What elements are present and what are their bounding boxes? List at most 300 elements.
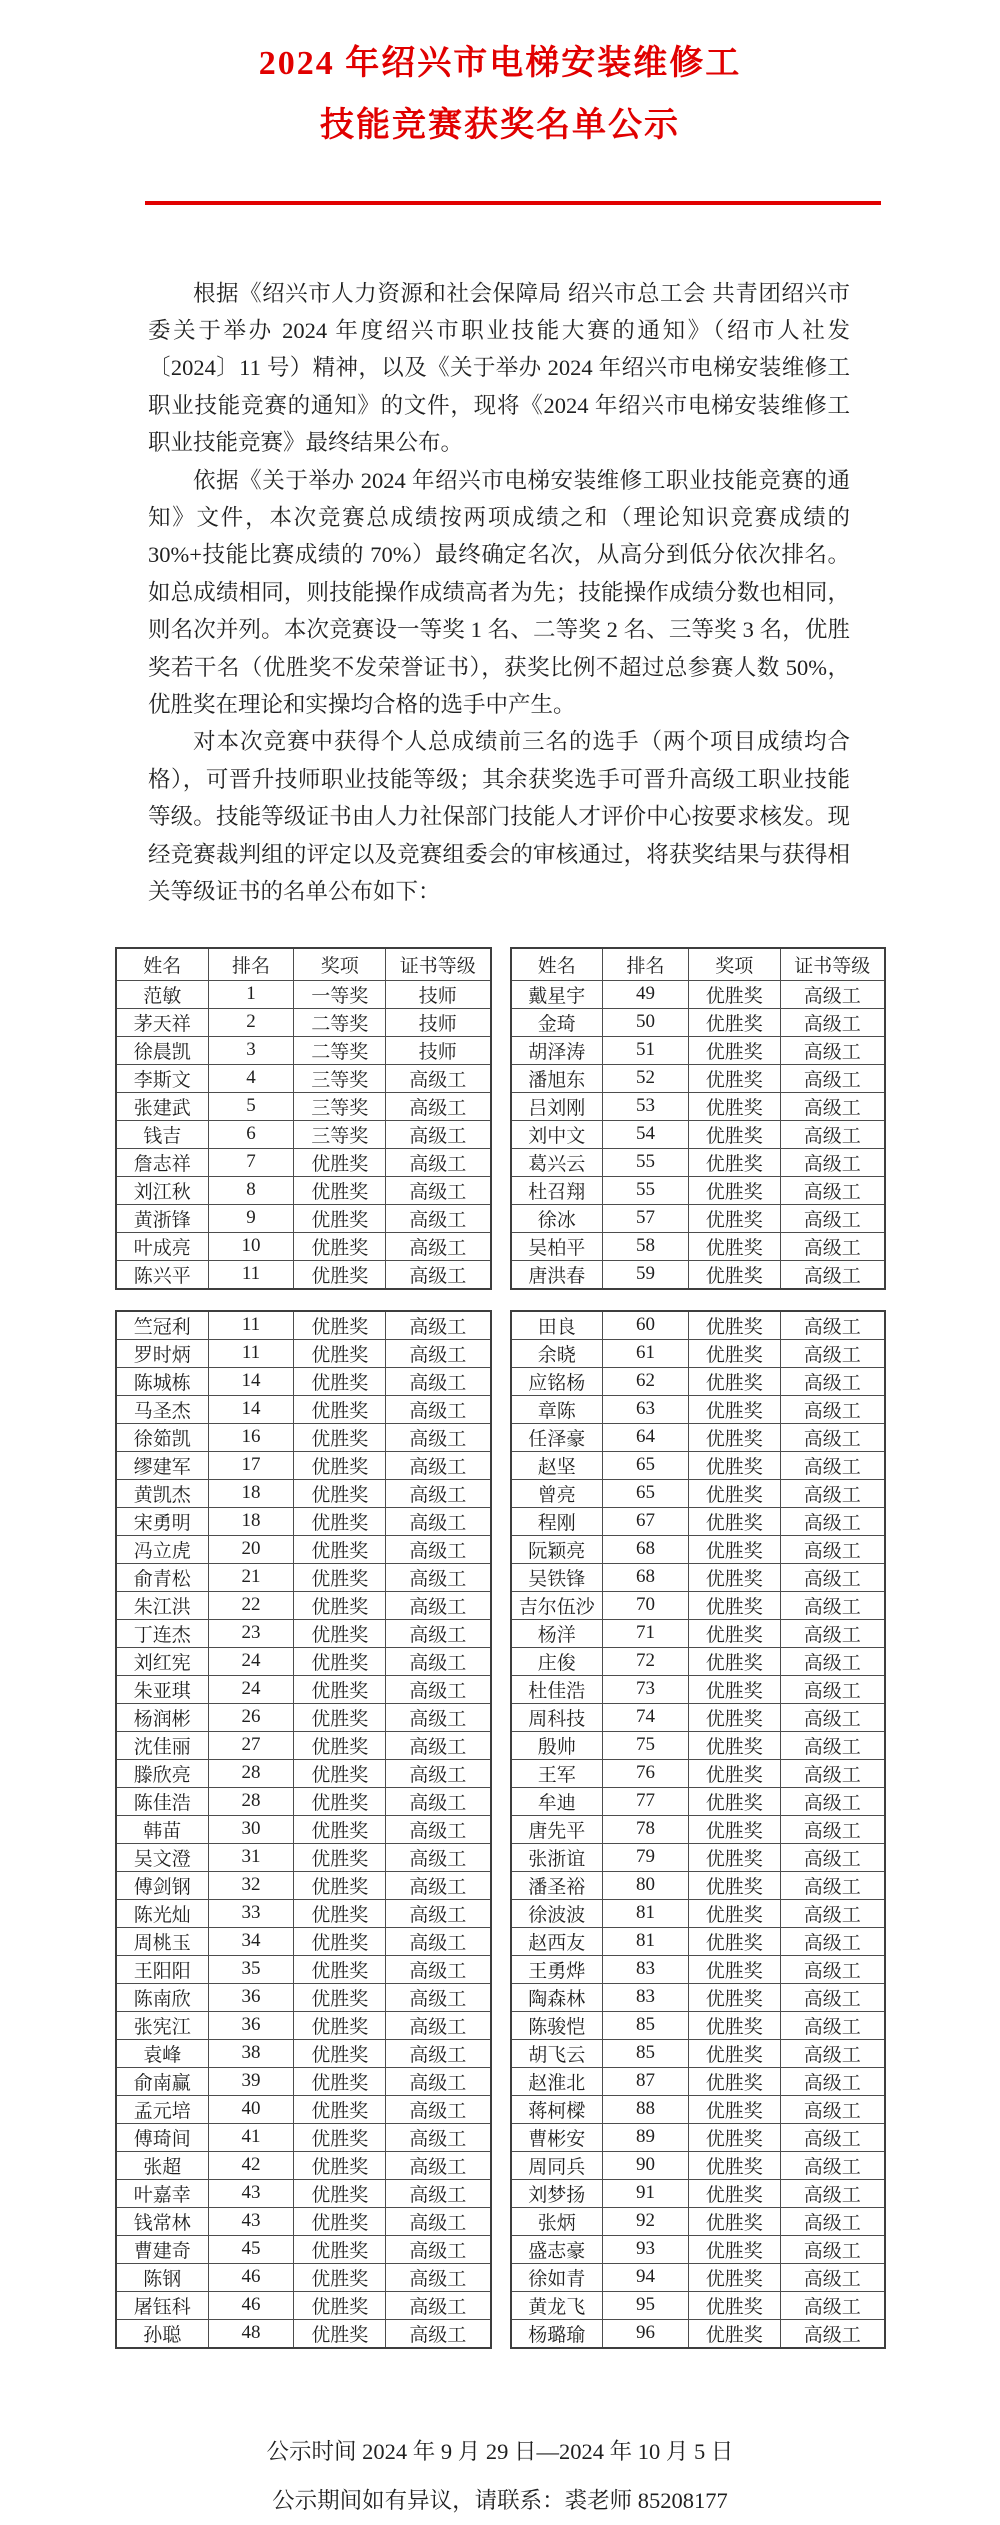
table-row [116, 1367, 491, 1395]
table-row [116, 1008, 491, 1036]
table-cell: 优胜奖 [688, 1148, 780, 1176]
table-cell: 优胜奖 [688, 2179, 780, 2207]
table-cell: 优胜奖 [688, 1927, 780, 1955]
table-cell: 胡泽涛 [511, 1036, 603, 1064]
table-cell: 优胜奖 [294, 1619, 386, 1647]
table-row [116, 1759, 491, 1787]
table-cell: 优胜奖 [294, 1843, 386, 1871]
table-cell: 沈佳丽 [116, 1731, 208, 1759]
table-cell: 79 [603, 1843, 689, 1871]
table-cell: 43 [208, 2179, 294, 2207]
table-cell: 11 [208, 1339, 294, 1367]
table-cell: 高级工 [386, 1787, 491, 1815]
table-cell: 优胜奖 [688, 2095, 780, 2123]
table-cell: 杜召翔 [511, 1176, 603, 1204]
table-cell: 高级工 [780, 1535, 885, 1563]
table-row [511, 1591, 886, 1619]
table-cell: 优胜奖 [688, 1367, 780, 1395]
table-row [116, 1064, 491, 1092]
table-cell: 钱吉 [116, 1120, 208, 1148]
table-cell: 优胜奖 [688, 2235, 780, 2263]
table-cell: 高级工 [780, 2095, 885, 2123]
table-cell: 刘江秋 [116, 1176, 208, 1204]
table-cell: 高级工 [780, 1479, 885, 1507]
table-cell: 优胜奖 [688, 1232, 780, 1260]
table-cell: 优胜奖 [294, 1731, 386, 1759]
table-row [116, 2039, 491, 2067]
table-row [116, 1815, 491, 1843]
table-cell: 优胜奖 [688, 1843, 780, 1871]
table-row [511, 1176, 886, 1204]
table-cell: 技师 [386, 1008, 491, 1036]
table-cell: 优胜奖 [688, 2291, 780, 2319]
table-cell: 陈佳浩 [116, 1787, 208, 1815]
table-cell: 83 [603, 1983, 689, 2011]
table-cell: 钱常林 [116, 2207, 208, 2235]
table-cell: 优胜奖 [688, 1619, 780, 1647]
table-row [511, 2123, 886, 2151]
table-cell: 高级工 [780, 1367, 885, 1395]
table-cell: 93 [603, 2235, 689, 2263]
table-cell: 高级工 [386, 1479, 491, 1507]
table-cell: 戴星宇 [511, 980, 603, 1008]
table-cell: 53 [603, 1092, 689, 1120]
table-cell: 高级工 [780, 1451, 885, 1479]
table-cell: 阮颖亮 [511, 1535, 603, 1563]
table-cell: 65 [603, 1451, 689, 1479]
table-cell: 优胜奖 [294, 2179, 386, 2207]
table-cell: 高级工 [780, 1759, 885, 1787]
table-cell: 94 [603, 2263, 689, 2291]
table-row [116, 1619, 491, 1647]
paragraph-certificates: 对本次竞赛中获得个人总成绩前三名的选手（两个项目成绩均合格），可晋升技师职业技能等级；其余获奖选手可晋升高级工职业技能等级。技能等级证书由人力社保部门技能人才评价中心按要求核发。现经竞赛裁判组的评定以及竞赛组委会的审核通过，将获奖结果与获得相关等级证书的名单公布如下： [148, 729, 850, 905]
table-row [511, 1064, 886, 1092]
table-cell: 优胜奖 [688, 1451, 780, 1479]
table-cell: 优胜奖 [294, 1204, 386, 1232]
table-cell: 优胜奖 [688, 1703, 780, 1731]
table-cell: 优胜奖 [294, 1675, 386, 1703]
footer [0, 2427, 1000, 2525]
table-cell: 6 [208, 1120, 294, 1148]
table-cell: 优胜奖 [688, 1339, 780, 1367]
table-row [116, 2011, 491, 2039]
table-cell: 程刚 [511, 1507, 603, 1535]
table-cell: 宋勇明 [116, 1507, 208, 1535]
table-cell: 吉尔伍沙 [511, 1591, 603, 1619]
table-cell: 一等奖 [294, 980, 386, 1008]
table-cell: 优胜奖 [294, 1703, 386, 1731]
table-cell: 滕欣亮 [116, 1759, 208, 1787]
table-cell: 庄俊 [511, 1647, 603, 1675]
table-cell: 高级工 [780, 2179, 885, 2207]
table-row [116, 1787, 491, 1815]
table-cell: 高级工 [780, 980, 885, 1008]
table-cell: 俞南赢 [116, 2067, 208, 2095]
table-cell: 高级工 [386, 1731, 491, 1759]
table-cell: 高级工 [386, 1647, 491, 1675]
table-cell: 高级工 [386, 2067, 491, 2095]
table-cell: 68 [603, 1563, 689, 1591]
table-cell: 优胜奖 [688, 1815, 780, 1843]
table-cell: 俞青松 [116, 1563, 208, 1591]
table-cell: 张超 [116, 2151, 208, 2179]
table-row [116, 1148, 491, 1176]
table-row [511, 1311, 886, 1340]
table-row [511, 1479, 886, 1507]
table-cell: 陈骏恺 [511, 2011, 603, 2039]
table-cell: 高级工 [780, 2263, 885, 2291]
table-cell: 优胜奖 [294, 2067, 386, 2095]
table-row [116, 1232, 491, 1260]
table-cell: 高级工 [386, 2179, 491, 2207]
table-cell: 张浙谊 [511, 1843, 603, 1871]
table-cell: 优胜奖 [294, 1507, 386, 1535]
table-cell: 62 [603, 1367, 689, 1395]
table-cell: 36 [208, 1983, 294, 2011]
table-cell: 优胜奖 [294, 1563, 386, 1591]
table-cell: 优胜奖 [688, 1983, 780, 2011]
column-header: 证书等级 [780, 948, 885, 981]
table-cell: 61 [603, 1339, 689, 1367]
table-cell: 优胜奖 [294, 1983, 386, 2011]
table-cell: 高级工 [386, 1675, 491, 1703]
table-row [511, 2179, 886, 2207]
table-cell: 杨洋 [511, 1619, 603, 1647]
table-cell: 孙聪 [116, 2319, 208, 2348]
table-cell: 41 [208, 2123, 294, 2151]
table-row [116, 2207, 491, 2235]
table-cell: 高级工 [386, 1703, 491, 1731]
table-row [511, 1535, 886, 1563]
table-cell: 高级工 [780, 2067, 885, 2095]
table-row [116, 1120, 491, 1148]
table-cell: 28 [208, 1787, 294, 1815]
table-cell: 优胜奖 [688, 1591, 780, 1619]
table-cell: 43 [208, 2207, 294, 2235]
table-row [511, 1759, 886, 1787]
table-cell: 黄浙锋 [116, 1204, 208, 1232]
table-cell: 高级工 [386, 1423, 491, 1451]
table-cell: 高级工 [386, 1339, 491, 1367]
table-cell: 刘梦扬 [511, 2179, 603, 2207]
results-table-right-bottom [510, 1310, 887, 2349]
red-divider [145, 201, 881, 205]
table-row [511, 2067, 886, 2095]
table-row [511, 1204, 886, 1232]
table-cell: 18 [208, 1507, 294, 1535]
table-row [511, 1507, 886, 1535]
table-cell: 余晓 [511, 1339, 603, 1367]
table-cell: 二等奖 [294, 1036, 386, 1064]
table-cell: 优胜奖 [688, 2151, 780, 2179]
table-cell: 优胜奖 [688, 1260, 780, 1289]
table-row [116, 2319, 491, 2348]
table-cell: 优胜奖 [294, 1899, 386, 1927]
table-row [116, 1451, 491, 1479]
table-row [511, 1339, 886, 1367]
table-cell: 优胜奖 [688, 1423, 780, 1451]
table-cell: 杜佳浩 [511, 1675, 603, 1703]
table-cell: 高级工 [780, 2207, 885, 2235]
table-cell: 优胜奖 [294, 1815, 386, 1843]
table-cell: 高级工 [386, 1983, 491, 2011]
table-cell: 高级工 [780, 1148, 885, 1176]
table-cell: 陈城栋 [116, 1367, 208, 1395]
table-cell: 优胜奖 [294, 2291, 386, 2319]
table-cell: 高级工 [780, 2123, 885, 2151]
table-cell: 吕刘刚 [511, 1092, 603, 1120]
table-cell: 14 [208, 1395, 294, 1423]
table-cell: 章陈 [511, 1395, 603, 1423]
table-cell: 高级工 [780, 1311, 885, 1340]
table-cell: 74 [603, 1703, 689, 1731]
table-cell: 40 [208, 2095, 294, 2123]
table-cell: 高级工 [780, 1647, 885, 1675]
footer-contact: 公示期间如有异议，请联系：裘老师 85208177 [272, 2487, 728, 2513]
table-cell: 优胜奖 [294, 1871, 386, 1899]
table-cell: 22 [208, 1591, 294, 1619]
table-cell: 罗时炳 [116, 1339, 208, 1367]
table-row [511, 1563, 886, 1591]
table-cell: 高级工 [780, 1899, 885, 1927]
table-cell: 优胜奖 [688, 1731, 780, 1759]
table-row [116, 980, 491, 1008]
table-cell: 优胜奖 [688, 1871, 780, 1899]
table-cell: 技师 [386, 1036, 491, 1064]
table-cell: 刘中文 [511, 1120, 603, 1148]
table-cell: 17 [208, 1451, 294, 1479]
table-cell: 优胜奖 [688, 1064, 780, 1092]
table-cell: 孟元培 [116, 2095, 208, 2123]
table-cell: 14 [208, 1367, 294, 1395]
table-cell: 优胜奖 [294, 1787, 386, 1815]
table-row [116, 1479, 491, 1507]
table-cell: 田良 [511, 1311, 603, 1340]
table-cell: 黄龙飞 [511, 2291, 603, 2319]
table-cell: 优胜奖 [688, 1955, 780, 1983]
table-row [116, 1395, 491, 1423]
table-cell: 高级工 [780, 1204, 885, 1232]
table-cell: 89 [603, 2123, 689, 2151]
table-row [116, 2235, 491, 2263]
table-row [511, 1703, 886, 1731]
table-cell: 王军 [511, 1759, 603, 1787]
table-row [116, 1563, 491, 1591]
table-cell: 高级工 [386, 1927, 491, 1955]
header-row [511, 948, 886, 981]
page-title-line1: 2024 年绍兴市电梯安装维修工 [258, 45, 742, 82]
table-cell: 张建武 [116, 1092, 208, 1120]
results-table-left-bottom [115, 1310, 492, 2349]
table-cell: 46 [208, 2291, 294, 2319]
table-cell: 11 [208, 1311, 294, 1340]
table-cell: 高级工 [780, 2151, 885, 2179]
table-cell: 优胜奖 [688, 1535, 780, 1563]
table-cell: 38 [208, 2039, 294, 2067]
table-row [511, 1899, 886, 1927]
table-cell: 优胜奖 [294, 1339, 386, 1367]
table-row [511, 2095, 886, 2123]
table-row [116, 1955, 491, 1983]
table-row [116, 2095, 491, 2123]
table-cell: 77 [603, 1787, 689, 1815]
table-cell: 三等奖 [294, 1064, 386, 1092]
table-row [511, 980, 886, 1008]
table-cell: 高级工 [386, 1260, 491, 1289]
table-row [116, 1843, 491, 1871]
table-cell: 91 [603, 2179, 689, 2207]
table-cell: 7 [208, 1148, 294, 1176]
table-cell: 陶森林 [511, 1983, 603, 2011]
table-row [511, 1120, 886, 1148]
table-cell: 20 [208, 1535, 294, 1563]
table-row [511, 1148, 886, 1176]
table-cell: 冯立虎 [116, 1535, 208, 1563]
table-cell: 李斯文 [116, 1064, 208, 1092]
table-cell: 83 [603, 1955, 689, 1983]
table-cell: 4 [208, 1064, 294, 1092]
table-cell: 优胜奖 [294, 2011, 386, 2039]
table-cell: 优胜奖 [688, 1204, 780, 1232]
table-cell: 盛志豪 [511, 2235, 603, 2263]
table-cell: 徐筎凯 [116, 1423, 208, 1451]
table-cell: 优胜奖 [688, 1563, 780, 1591]
table-cell: 高级工 [386, 1535, 491, 1563]
table-cell: 周桃玉 [116, 1927, 208, 1955]
table-cell: 唐先平 [511, 1815, 603, 1843]
column-header: 姓名 [116, 948, 208, 981]
table-cell: 优胜奖 [688, 2207, 780, 2235]
paragraph-basis: 根据《绍兴市人力资源和社会保障局 绍兴市总工会 共青团绍兴市委关于举办 2024 年度绍兴市职业技能大赛的通知》（绍市人社发〔2024〕11 号）精神，以及《关于举办 2024 年绍兴市电梯安装维修工职业技能竞赛的通知》的文件，现将《2024 年绍兴市电梯安装维修工职业技能竞赛》最终结果公布。 [148, 280, 850, 456]
table-cell: 吴文澄 [116, 1843, 208, 1871]
table-row [116, 1339, 491, 1367]
table-cell: 曾亮 [511, 1479, 603, 1507]
column-header: 奖项 [294, 948, 386, 981]
table-row [511, 1983, 886, 2011]
table-row [116, 1535, 491, 1563]
table-cell: 高级工 [780, 1008, 885, 1036]
table-cell: 高级工 [780, 1927, 885, 1955]
table-cell: 黄凯杰 [116, 1479, 208, 1507]
table-row [511, 1423, 886, 1451]
table-cell: 优胜奖 [294, 1535, 386, 1563]
table-cell: 高级工 [386, 2319, 491, 2348]
table-cell: 85 [603, 2011, 689, 2039]
table-cell: 39 [208, 2067, 294, 2095]
table-cell: 竺冠利 [116, 1311, 208, 1340]
table-cell: 杨润彬 [116, 1703, 208, 1731]
table-cell: 王勇烨 [511, 1955, 603, 1983]
table-cell: 58 [603, 1232, 689, 1260]
table-cell: 优胜奖 [688, 2067, 780, 2095]
table-cell: 任泽豪 [511, 1423, 603, 1451]
table-cell: 优胜奖 [688, 1899, 780, 1927]
table-cell: 优胜奖 [294, 1591, 386, 1619]
table-cell: 优胜奖 [294, 1367, 386, 1395]
table-cell: 5 [208, 1092, 294, 1120]
column-header: 排名 [603, 948, 689, 981]
table-cell: 81 [603, 1927, 689, 1955]
table-cell: 张宪江 [116, 2011, 208, 2039]
table-cell: 优胜奖 [688, 1092, 780, 1120]
table-row [116, 1731, 491, 1759]
table-cell: 73 [603, 1675, 689, 1703]
table-cell: 王阳阳 [116, 1955, 208, 1983]
table-cell: 詹志祥 [116, 1148, 208, 1176]
table-cell: 64 [603, 1423, 689, 1451]
table-cell: 技师 [386, 980, 491, 1008]
table-cell: 18 [208, 1479, 294, 1507]
table-cell: 优胜奖 [688, 1176, 780, 1204]
table-cell: 张炳 [511, 2207, 603, 2235]
table-cell: 陈兴平 [116, 1260, 208, 1289]
table-cell: 高级工 [386, 1120, 491, 1148]
table-cell: 优胜奖 [294, 2095, 386, 2123]
table-cell: 高级工 [386, 1899, 491, 1927]
table-cell: 高级工 [386, 2011, 491, 2039]
table-cell: 高级工 [386, 1507, 491, 1535]
table-cell: 徐如青 [511, 2263, 603, 2291]
table-cell: 高级工 [386, 2039, 491, 2067]
table-cell: 80 [603, 1871, 689, 1899]
table-row [511, 2039, 886, 2067]
table-cell: 30 [208, 1815, 294, 1843]
table-cell: 殷帅 [511, 1731, 603, 1759]
table-cell: 优胜奖 [294, 2123, 386, 2151]
table-cell: 茅天祥 [116, 1008, 208, 1036]
table-cell: 优胜奖 [688, 2011, 780, 2039]
table-cell: 高级工 [386, 1759, 491, 1787]
table-cell: 高级工 [386, 1843, 491, 1871]
table-cell: 高级工 [386, 1563, 491, 1591]
table-row [511, 1395, 886, 1423]
table-cell: 26 [208, 1703, 294, 1731]
table-cell: 65 [603, 1479, 689, 1507]
table-cell: 高级工 [386, 2235, 491, 2263]
table-cell: 高级工 [780, 1815, 885, 1843]
table-cell: 52 [603, 1064, 689, 1092]
table-cell: 70 [603, 1591, 689, 1619]
table-row [511, 2319, 886, 2348]
table-cell: 高级工 [780, 1120, 885, 1148]
table-row [116, 1703, 491, 1731]
table-cell: 71 [603, 1619, 689, 1647]
results-table-left-top [115, 947, 492, 1290]
results-left-column [115, 947, 492, 2349]
table-cell: 10 [208, 1232, 294, 1260]
table-cell: 优胜奖 [688, 1675, 780, 1703]
table-cell: 吴铁锋 [511, 1563, 603, 1591]
table-cell: 优胜奖 [294, 2263, 386, 2291]
table-cell: 高级工 [780, 1232, 885, 1260]
table-cell: 72 [603, 1647, 689, 1675]
table-cell: 2 [208, 1008, 294, 1036]
table-cell: 优胜奖 [688, 1008, 780, 1036]
table-cell: 57 [603, 1204, 689, 1232]
table-cell: 高级工 [386, 1204, 491, 1232]
table-row [511, 2151, 886, 2179]
table-cell: 76 [603, 1759, 689, 1787]
table-cell: 高级工 [386, 1232, 491, 1260]
table-cell: 徐波波 [511, 1899, 603, 1927]
table-cell: 优胜奖 [294, 1647, 386, 1675]
table-row [116, 1036, 491, 1064]
table-cell: 优胜奖 [294, 2151, 386, 2179]
table-row [116, 1675, 491, 1703]
table-cell: 高级工 [780, 1092, 885, 1120]
table-cell: 高级工 [386, 2291, 491, 2319]
table-cell: 36 [208, 2011, 294, 2039]
